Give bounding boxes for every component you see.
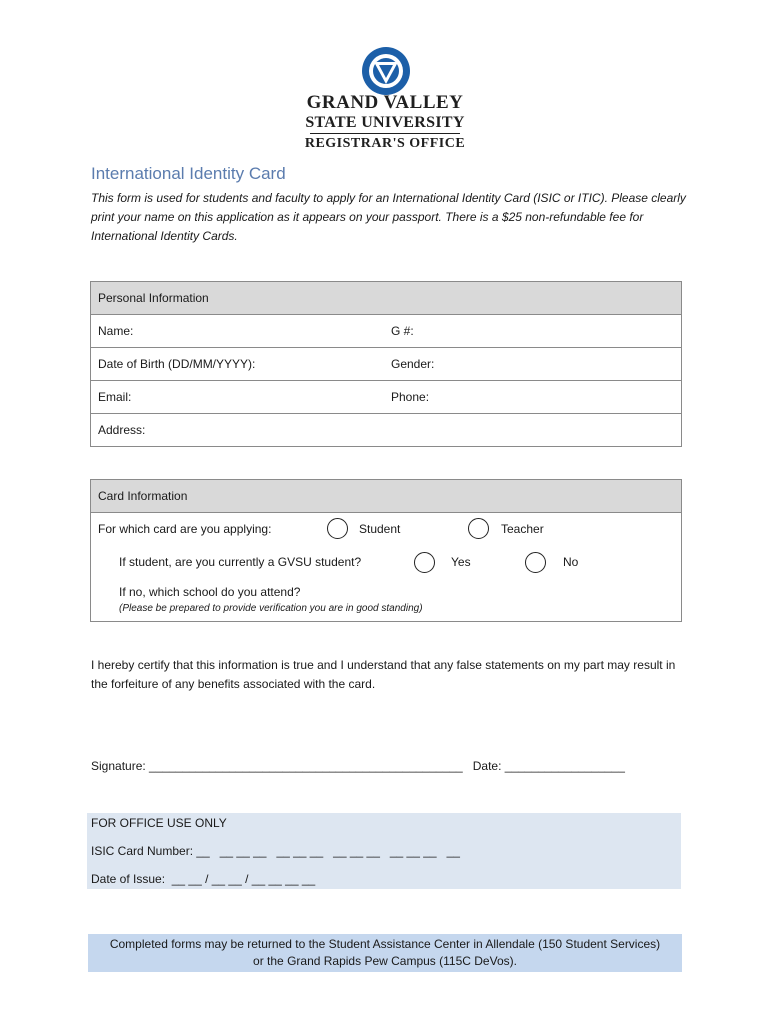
issue-date-label: Date of Issue: bbox=[91, 872, 166, 886]
gvsu-logo-icon bbox=[360, 45, 412, 97]
issue-date-line bbox=[91, 872, 315, 886]
logo-line-3: REGISTRAR'S OFFICE bbox=[304, 136, 466, 151]
name-row bbox=[91, 314, 681, 347]
signature-line bbox=[91, 759, 625, 773]
signature-label: Signature: bbox=[91, 759, 146, 773]
name-field[interactable]: Name: bbox=[98, 324, 134, 338]
g-number-field[interactable]: G #: bbox=[391, 324, 414, 338]
address-row bbox=[91, 413, 681, 446]
personal-info-header bbox=[91, 282, 681, 314]
teacher-option-label: Teacher bbox=[501, 522, 544, 536]
personal-info-title: Personal Information bbox=[98, 291, 209, 305]
gender-field[interactable]: Gender: bbox=[391, 357, 435, 371]
card-info-title: Card Information bbox=[98, 489, 188, 503]
logo-rule bbox=[310, 133, 460, 134]
footer-line-1: Completed forms may be returned to the Student Assistance Center in Allendale (150 Student Services) bbox=[109, 937, 661, 951]
logo-wordmark bbox=[300, 92, 470, 153]
office-use-title: FOR OFFICE USE ONLY bbox=[91, 816, 227, 830]
isic-number-label: ISIC Card Number: bbox=[91, 844, 194, 858]
isic-number-field[interactable]: __ __ __ __ __ __ __ __ __ __ __ __ __ __ bbox=[196, 844, 460, 858]
student-option-label: Student bbox=[359, 522, 401, 536]
address-field[interactable]: Address: bbox=[98, 423, 146, 437]
card-info-table bbox=[90, 479, 682, 622]
email-row bbox=[91, 380, 681, 413]
no-radio[interactable] bbox=[525, 552, 546, 573]
logo-line-2: STATE UNIVERSITY bbox=[305, 114, 465, 131]
school-row bbox=[91, 585, 681, 621]
intro-text: This form is used for students and faculty to apply for an International Identity Card (ISIC or ITIC). Please clearly print your name on this application as it appears on your passport. There is a $25 non-refundable fee for International Identity Cards. bbox=[91, 191, 686, 243]
no-option-label: No bbox=[563, 555, 579, 569]
footer-line-2: or the Grand Rapids Pew Campus (115C DeVos). bbox=[253, 954, 517, 968]
office-use-box bbox=[87, 813, 681, 889]
dob-field[interactable]: Date of Birth (DD/MM/YYYY): bbox=[98, 357, 256, 371]
date-label: Date: bbox=[472, 759, 502, 773]
school-note: (Please be prepared to provide verification you are in good standing) bbox=[119, 603, 423, 614]
gvsu-student-label: If student, are you currently a GVSU student? bbox=[119, 555, 362, 569]
personal-info-table bbox=[90, 281, 682, 447]
gvsu-student-row bbox=[91, 545, 681, 585]
card-type-label: For which card are you applying: bbox=[98, 522, 272, 536]
card-info-header bbox=[91, 480, 681, 512]
isic-number-line bbox=[91, 844, 460, 858]
signature-field[interactable]: _______________________________________________ bbox=[149, 759, 463, 773]
card-type-row bbox=[91, 512, 681, 545]
certification-text: I hereby certify that this information is true and I understand that any false statements on my part may result in the forfeiture of any benefits associated with the card. bbox=[91, 658, 676, 691]
return-instructions bbox=[88, 934, 682, 972]
school-field[interactable]: If no, which school do you attend? bbox=[119, 585, 301, 599]
date-field[interactable]: __________________ bbox=[504, 759, 625, 773]
teacher-radio[interactable] bbox=[468, 518, 489, 539]
page-title: International Identity Card bbox=[91, 164, 286, 183]
yes-option-label: Yes bbox=[451, 555, 471, 569]
issue-date-field[interactable]: __ __ / __ __ / __ __ __ __ bbox=[171, 872, 316, 886]
email-field[interactable]: Email: bbox=[98, 390, 132, 404]
dob-row bbox=[91, 347, 681, 380]
phone-field[interactable]: Phone: bbox=[391, 390, 430, 404]
student-radio[interactable] bbox=[327, 518, 348, 539]
logo-line-1: GRAND VALLEY bbox=[306, 92, 464, 113]
yes-radio[interactable] bbox=[414, 552, 435, 573]
